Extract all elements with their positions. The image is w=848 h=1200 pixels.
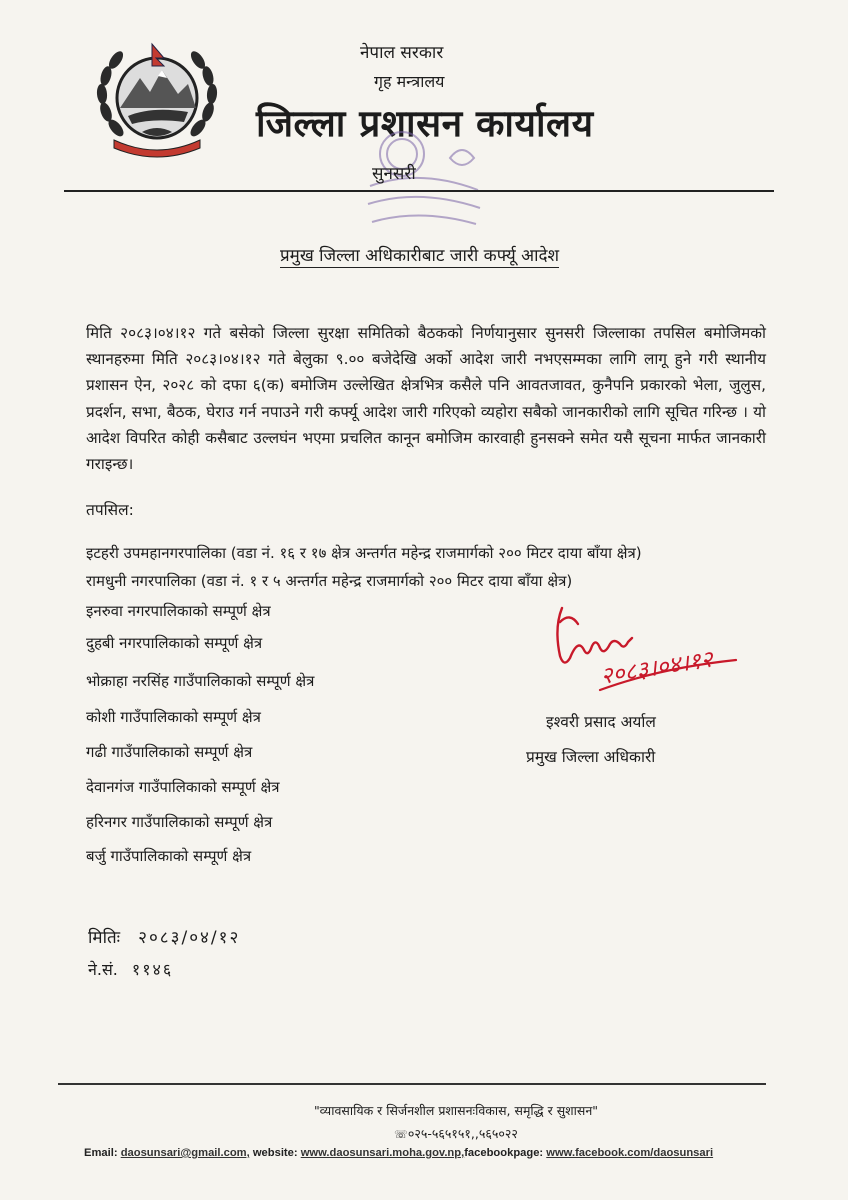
schedule-item: इटहरी उपमहानगरपालिका (वडा नं. १६ र १७ क्षेत्र अन्तर्गत महेन्द्र राजमार्गको २०० मिटर दाया बाँया क्षेत्र) <box>86 544 642 562</box>
ns-value: ११४६ <box>131 960 174 979</box>
ministry-name: गृह मन्त्रालय <box>374 72 445 91</box>
signatory-name: इश्वरी प्रसाद अर्याल <box>546 713 656 731</box>
header-divider <box>64 190 774 192</box>
facebook-label: facebookpage: <box>464 1147 544 1159</box>
schedule-item: भोक्राहा नरसिंह गाउँपालिकाको सम्पूर्ण क्षेत्र <box>86 672 315 690</box>
date-label: मितिः <box>88 928 121 948</box>
government-name: नेपाल सरकार <box>360 43 444 63</box>
date-value: २०८३/०४/१२ <box>138 928 241 948</box>
website-label: website: <box>252 1147 298 1159</box>
order-title: प्रमुख जिल्ला अधिकारीबाट जारी कर्फ्यू आदेश <box>280 243 559 268</box>
nepal-government-emblem-icon <box>92 36 222 162</box>
order-paragraph: मिति २०८३।०४।१२ गते बसेको जिल्ला सुरक्षा समितिको बैठकको निर्णयानुसार सुनसरी जिल्लाका तपसिल बमोजिमको स्थानहरुमा मिति २०८३।०४।१२ गते बेलुका ९.०० बजेदेखि अर्को आदेश जारी नभएसम्मका लागि लागू हुने गरी स्थानीय प्रशासन ऐन, २०२८ को दफा ६(क) बमोजिम उल्लेखित क्षेत्रभित्र कसैले पनि आवतजावत, कुनैपनि प्रकारको भेला, जुलुस, प्रदर्शन, सभा, बैठक, घेराउ गर्न नपाउने गरी कर्फ्यू आदेश जारी गरिएको व्यहोरा सबैको जानकारीको लागि सूचित गरिन्छ । यो आदेश विपरित कोही कसैबाट उल्लघंन भएमा प्रचलित कानून बमोजिम कारवाही हुनसक्ने समेत यसै सूचना मार्फत जानकारी गराइन्छ। <box>86 324 766 474</box>
office-motto: "व्यावसायिक र सिर्जनशील प्रशासनःविकास, समृद्धि र सुशासन" <box>313 1103 599 1118</box>
footer-divider <box>58 1083 766 1085</box>
schedule-heading: तपसिल: <box>86 501 134 519</box>
telephone-icon: ☏ <box>394 1128 408 1141</box>
office-stamp-icon <box>350 128 490 228</box>
district-name: सुनसरी <box>372 164 416 184</box>
schedule-item: हरिनगर गाउँपालिकाको सम्पूर्ण क्षेत्र <box>86 813 273 831</box>
office-title: जिल्ला प्रशासन कार्यालय <box>256 102 594 145</box>
website-link[interactable]: www.daosunsari.moha.gov.np, <box>300 1147 465 1159</box>
ns-label: ने.सं. <box>88 960 118 979</box>
schedule-item: बर्जु गाउँपालिकाको सम्पूर्ण क्षेत्र <box>86 847 252 865</box>
schedule-item: दुहबी नगरपालिकाको सम्पूर्ण क्षेत्र <box>86 634 263 652</box>
issue-date <box>88 925 240 948</box>
nepal-sambat-date <box>88 958 173 980</box>
schedule-item: गढी गाउँपालिकाको सम्पूर्ण क्षेत्र <box>86 743 253 761</box>
phone-numbers: ०२५-५६५१५१,,५६५०२२ <box>407 1126 518 1141</box>
contact-info <box>84 1147 713 1159</box>
schedule-item: कोशी गाउँपालिकाको सम्पूर्ण क्षेत्र <box>86 708 261 726</box>
signature-date: २०८३।०४।१२ <box>598 646 715 690</box>
handwritten-signature <box>540 598 750 708</box>
schedule-item: देवानगंज गाउँपालिकाको सम्पूर्ण क्षेत्र <box>86 778 280 796</box>
email-label: Email: <box>84 1147 118 1159</box>
office-phone <box>0 1125 848 1142</box>
signatory-title: प्रमुख जिल्ला अधिकारी <box>526 748 656 766</box>
schedule-item: इनरुवा नगरपालिकाको सम्पूर्ण क्षेत्र <box>86 602 271 620</box>
order-body <box>86 320 766 477</box>
facebook-link[interactable]: www.facebook.com/daosunsari <box>546 1147 714 1159</box>
schedule-item: रामधुनी नगरपालिका (वडा नं. १ र ५ अन्तर्गत महेन्द्र राजमार्गको २०० मिटर दाया बाँया क्षेत्र) <box>86 572 573 590</box>
email-link[interactable]: daosunsari@gmail.com, <box>120 1147 250 1159</box>
